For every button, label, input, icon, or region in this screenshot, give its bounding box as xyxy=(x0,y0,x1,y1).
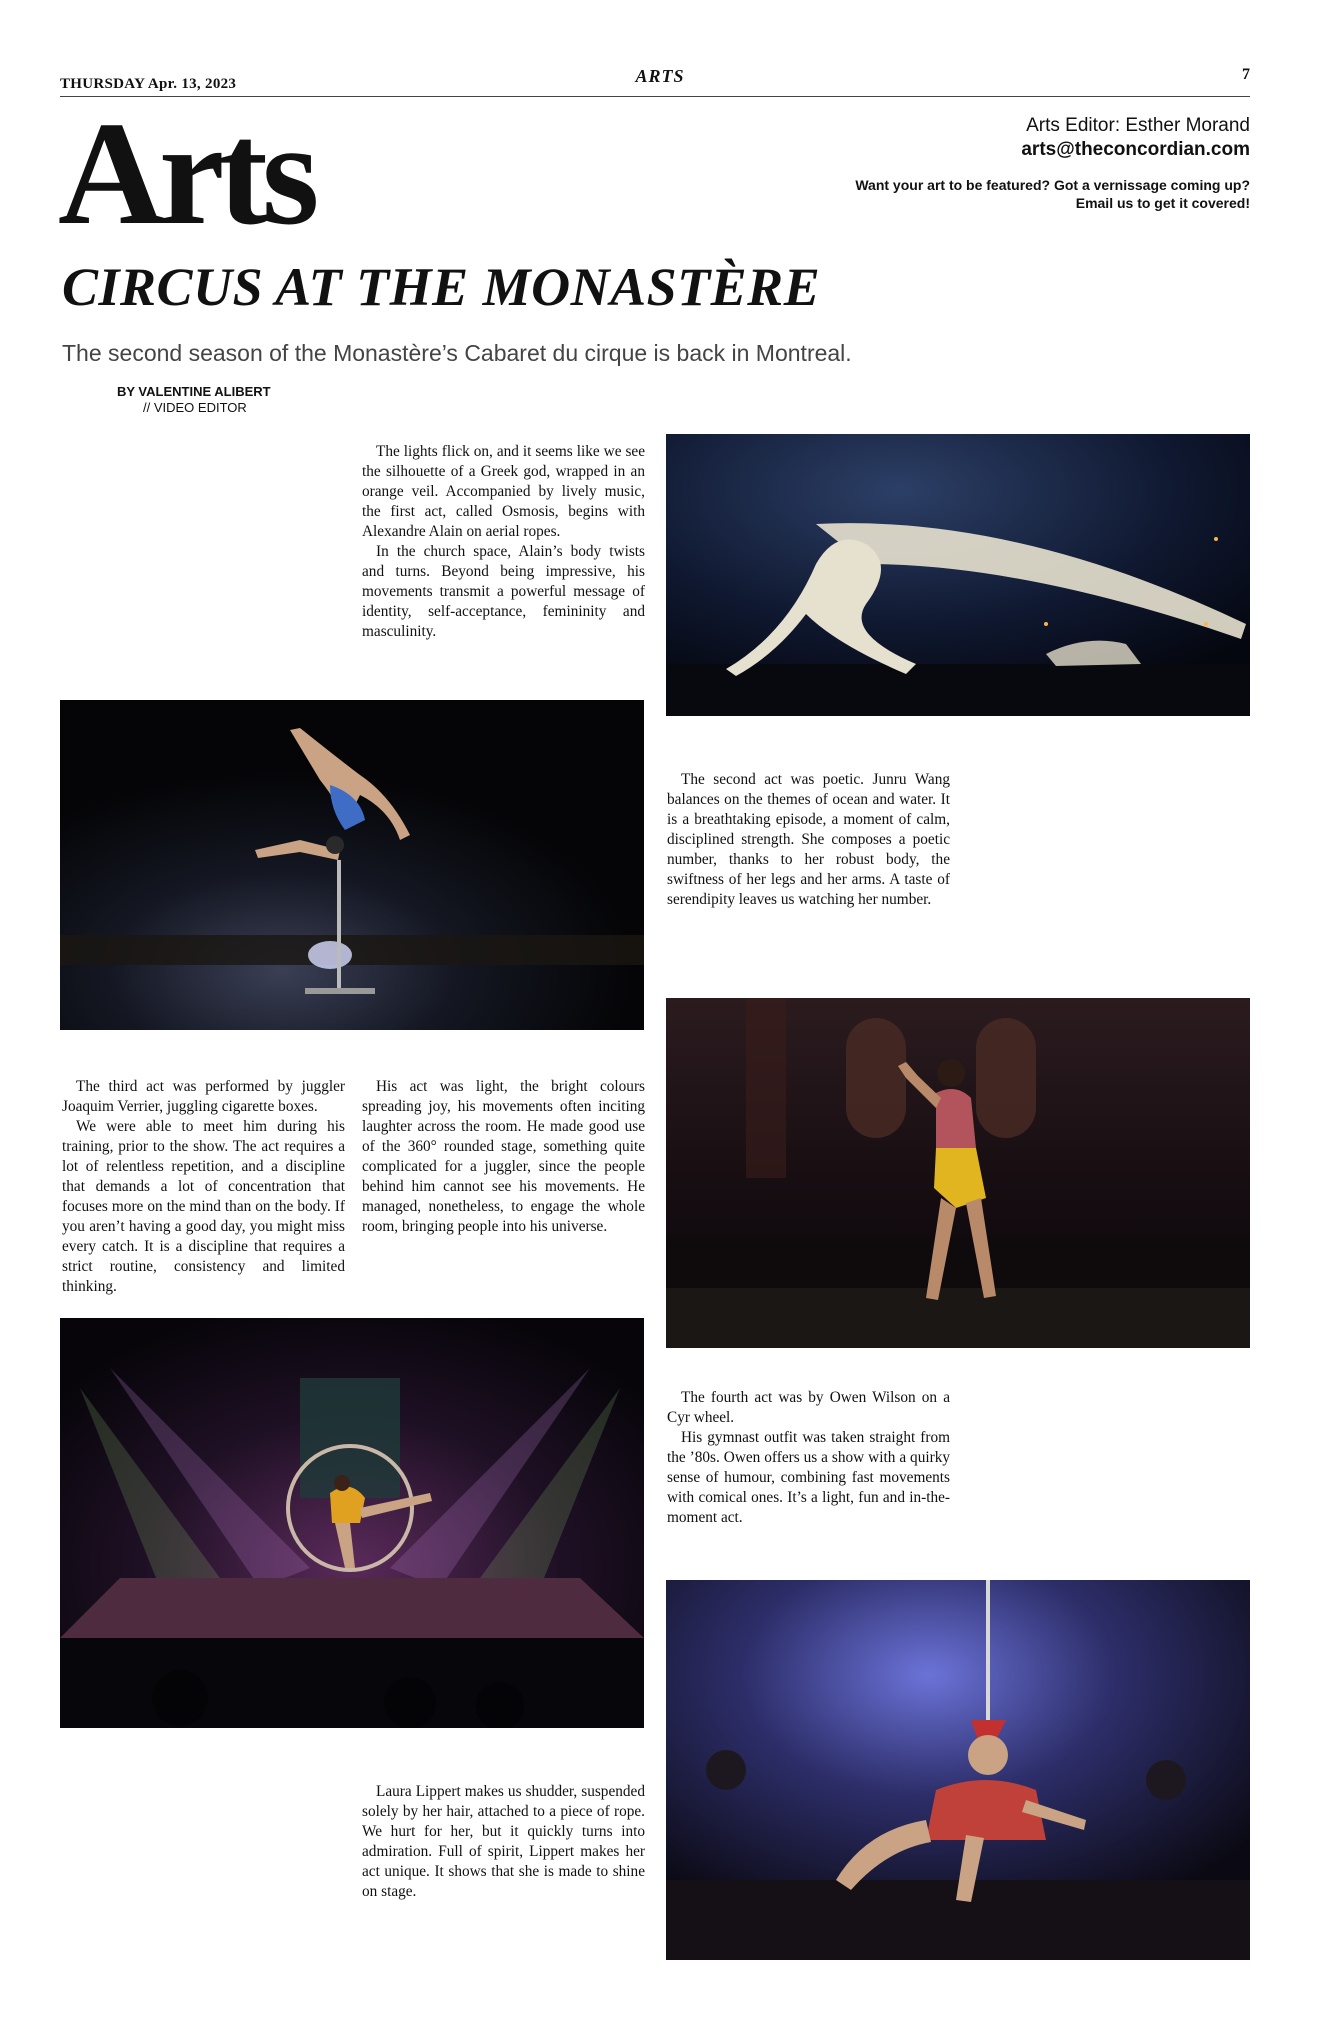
paragraph: The fourth act was by Owen Wilson on a Cyr wheel. xyxy=(667,1389,950,1426)
page-number: 7 xyxy=(1242,66,1250,83)
text-block-act-four xyxy=(667,1388,950,1528)
byline-name: BY VALENTINE ALIBERT xyxy=(117,384,271,399)
paragraph: The third act was performed by juggler Joaquim Verrier, juggling cigarette boxes. xyxy=(62,1078,345,1115)
editor-email-link[interactable]: arts@theconcordian.com xyxy=(1021,139,1250,160)
photo-juggler xyxy=(666,998,1250,1348)
paragraph: The second act was poetic. Junru Wang balances on the themes of ocean and water. It is a breathtaking episode, a moment of calm, disciplined strength. She composes a poetic number, thanks to her robust body, the swiftness of her legs and her arms. A taste of serendipity leaves us watching her number. xyxy=(667,771,950,908)
text-block-act-three-col-2 xyxy=(362,1077,645,1237)
paragraph: His gymnast outfit was taken straight from the ’80s. Owen offers us a show with a quirky sense of humour, combining fast movements with comical ones. It’s a light, fun and in-the-moment act. xyxy=(667,1429,950,1526)
paragraph: Laura Lippert makes us shudder, suspended solely by her hair, attached to a piece of rope. We hurt for her, but it quickly turns into admiration. Full of spirit, Lippert makes her act unique. It shows that she is made to shine on stage. xyxy=(362,1783,645,1900)
editor-name: Arts Editor: Esther Morand xyxy=(1026,115,1250,136)
feature-callout-line-1: Want your art to be featured? Got a vernissage coming up? xyxy=(855,177,1250,193)
text-block-act-three-col-1 xyxy=(62,1077,345,1297)
section-masthead: Arts xyxy=(58,92,314,256)
text-block-act-one xyxy=(362,442,645,642)
byline xyxy=(117,384,271,416)
section-label: ARTS xyxy=(635,66,685,86)
text-block-act-two xyxy=(667,770,950,910)
feature-callout xyxy=(855,176,1250,212)
text-block-act-five xyxy=(362,1782,645,1902)
byline-role: // VIDEO EDITOR xyxy=(143,400,247,415)
paragraph: In the church space, Alain’s body twists and turns. Beyond being impressive, his movements transmit a powerful message of identity, self-acceptance, femininity and masculinity. xyxy=(362,543,645,640)
photo-cyr-wheel xyxy=(60,1318,644,1728)
photo-aerial-ropes xyxy=(666,434,1250,716)
photo-hair-suspension xyxy=(666,1580,1250,1960)
article-headline: CIRCUS AT THE MONASTÈRE xyxy=(62,257,821,317)
editor-info xyxy=(1021,114,1250,162)
article-deck: The second season of the Monastère’s Cabaret du cirque is back in Montreal. xyxy=(62,340,852,366)
paragraph: The lights flick on, and it seems like we see the silhouette of a Greek god, wrapped in an orange veil. Accompanied by lively music, the first act, called Osmosis, begins with Alexandre Alain on aerial ropes. xyxy=(362,443,645,540)
paragraph: We were able to meet him during his training, prior to the show. The act requires a lot of relentless repetition, and a discipline that demands a lot of concentration that focuses more on the mind than on the body. If you aren’t having a good day, you might miss every catch. It is a discipline that requires a strict routine, consistency and limited thinking. xyxy=(62,1118,345,1295)
photo-hand-balance xyxy=(60,700,644,1030)
issue-date: THURSDAY Apr. 13, 2023 xyxy=(60,76,237,92)
paragraph: His act was light, the bright colours spreading joy, his movements often inciting laughter across the room. He made good use of the 360° rounded stage, something quite complicated for a juggler, since the people behind him cannot see his movements. He managed, nonetheless, to engage the whole room, bringing people into his universe. xyxy=(362,1078,645,1235)
feature-callout-line-2: Email us to get it covered! xyxy=(1075,195,1250,211)
